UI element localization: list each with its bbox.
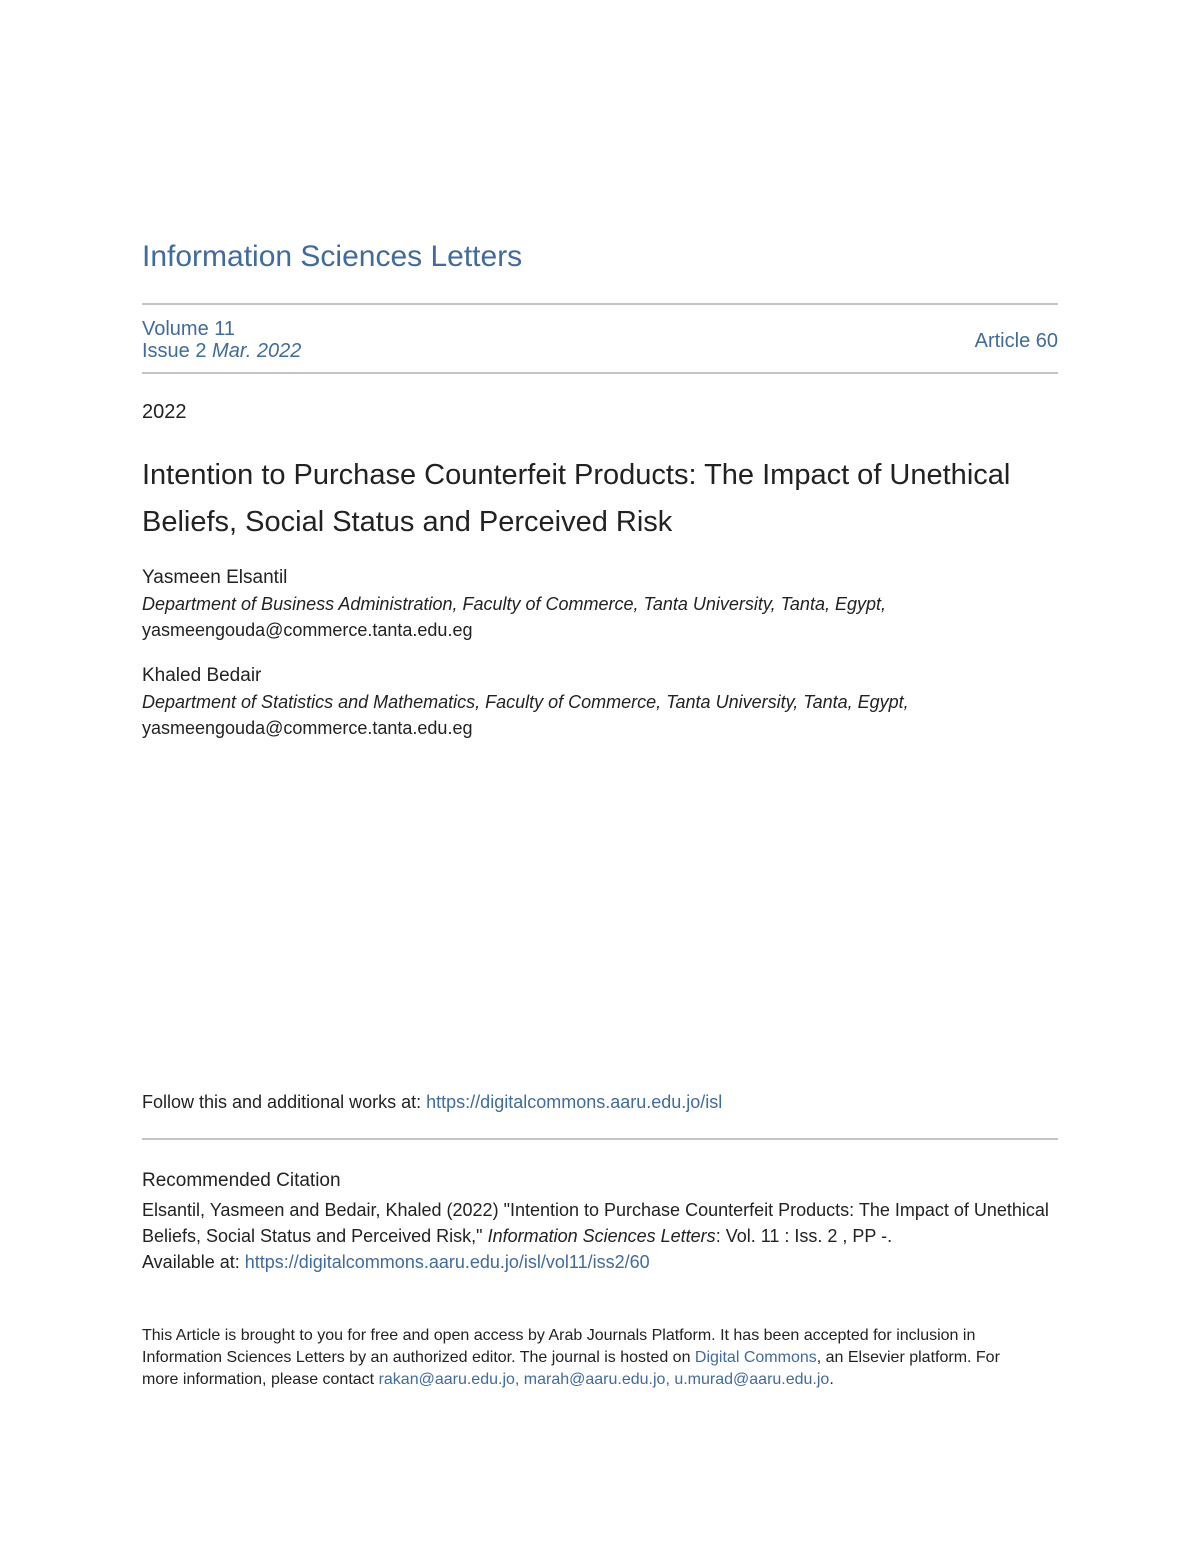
recommended-citation-heading: Recommended Citation [142, 1170, 341, 1191]
publication-year: 2022 [142, 401, 187, 423]
access-text-2: , an Elsevier platform. For more information, please contact [142, 1349, 1000, 1388]
issue-date: Mar. 2022 [212, 340, 302, 362]
journal-title-link[interactable]: Information Sciences Letters [142, 240, 523, 273]
issue-line [142, 340, 301, 362]
access-text: This Article is brought to you for free and open access by Arab Journals Platform. It has been accepted for inclusion in Information Sciences Letters by an authorized editor. The journal is hosted on [142, 1327, 976, 1366]
author-email: yasmeengouda@commerce.tanta.edu.eg [142, 620, 473, 640]
citation-volume-info: : Vol. 11 : Iss. 2 , PP -. [715, 1226, 893, 1246]
author-name: Khaled Bedair [142, 665, 262, 686]
volume-link[interactable]: Volume 11 [142, 318, 236, 340]
access-text-3: . [829, 1371, 834, 1388]
divider-middle [142, 372, 1058, 374]
follow-text: Follow this and additional works at: [142, 1092, 427, 1112]
available-label: Available at: [142, 1252, 245, 1272]
access-notice [142, 1325, 1022, 1391]
citation-journal-name: Information Sciences Letters [487, 1226, 716, 1246]
author-affiliation: Department of Statistics and Mathematics, Faculty of Commerce, Tanta University, Tanta, Egypt, [142, 692, 909, 712]
volume-issue-block [142, 318, 301, 362]
article-url-link[interactable]: https://digitalcommons.aaru.edu.jo/isl/vol11/iss2/60 [244, 1252, 650, 1272]
citation-text [142, 1197, 1058, 1275]
follow-line [142, 1092, 722, 1113]
issue-link[interactable]: Issue 2 [142, 340, 207, 362]
citation-body: Elsantil, Yasmeen and Bedair, Khaled (2022) "Intention to Purchase Counterfeit Products: The Impact of Unethical Beliefs, Social Status and Perceived Risk," [142, 1200, 1049, 1246]
author-affiliation: Department of Business Administration, Faculty of Commerce, Tanta University, Tanta, Egypt, [142, 594, 886, 614]
contact-email-links[interactable]: rakan@aaru.edu.jo, marah@aaru.edu.jo, u.murad@aaru.edu.jo [378, 1371, 830, 1388]
digital-commons-link[interactable]: Digital Commons [694, 1349, 817, 1366]
article-title: Intention to Purchase Counterfeit Products: The Impact of Unethical Beliefs, Social Status and Perceived Risk [142, 459, 1011, 538]
divider-bottom [142, 1138, 1058, 1140]
author-email: yasmeengouda@commerce.tanta.edu.eg [142, 718, 473, 738]
divider-top [142, 303, 1058, 305]
article-number-link[interactable]: Article 60 [974, 330, 1058, 352]
author-name: Yasmeen Elsantil [142, 567, 288, 588]
collection-link[interactable]: https://digitalcommons.aaru.edu.jo/isl [426, 1092, 723, 1112]
